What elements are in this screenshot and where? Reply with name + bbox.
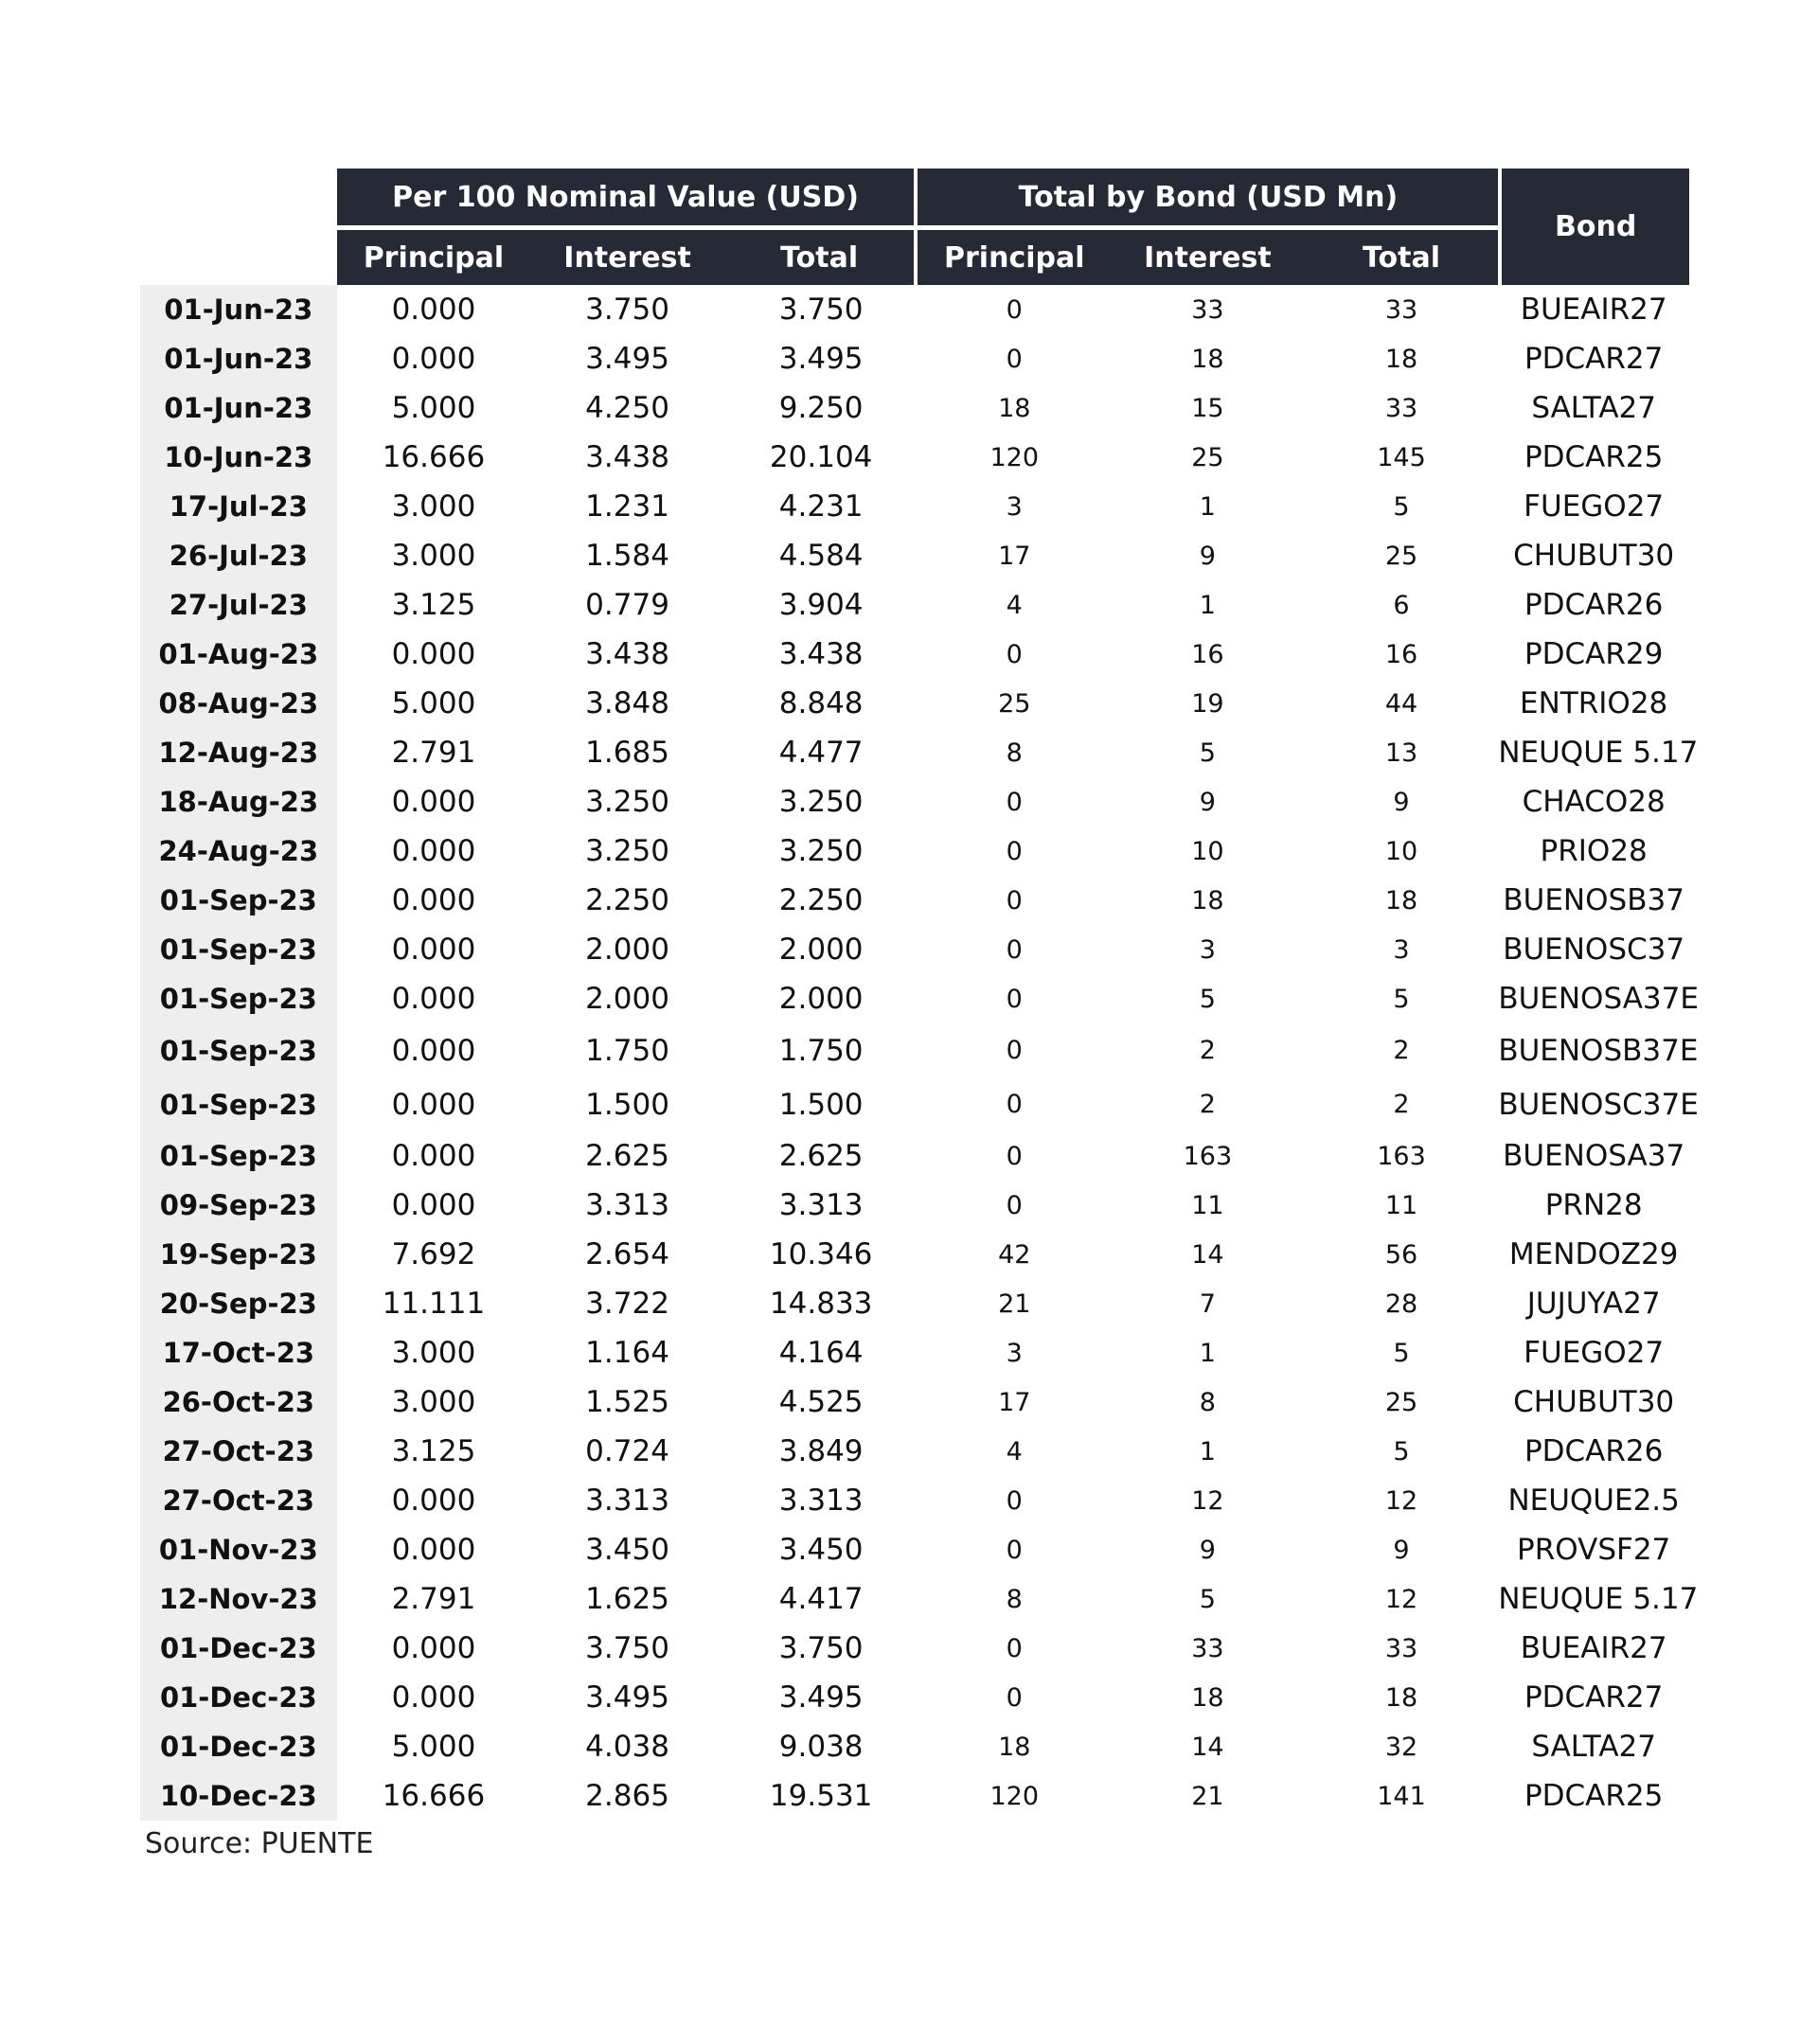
bond-name-cell: CHACO28 bbox=[1522, 785, 1666, 819]
per-100-interest-cell: 4.038 bbox=[585, 1730, 669, 1764]
per-100-interest-cell: 1.525 bbox=[585, 1385, 669, 1419]
bond-name-cell: SALTA27 bbox=[1531, 391, 1656, 425]
per-100-interest-cell: 1.584 bbox=[585, 539, 669, 573]
per-100-total-cell: 3.495 bbox=[778, 342, 864, 376]
per-100-total-cell: 9.250 bbox=[778, 391, 864, 425]
per-100-total-cell: 14.833 bbox=[769, 1287, 873, 1321]
date-cell: 24-Aug-23 bbox=[140, 826, 337, 876]
per-100-total-cell: 3.313 bbox=[778, 1188, 864, 1222]
bond-principal-cell: 21 bbox=[998, 1289, 1031, 1319]
bond-total-cell: 5 bbox=[1393, 984, 1410, 1014]
bond-total-cell: 25 bbox=[1384, 1387, 1418, 1417]
bond-name-cell: MENDOZ29 bbox=[1508, 1237, 1679, 1271]
table-row bbox=[140, 433, 1689, 482]
bond-total-cell: 18 bbox=[1384, 885, 1418, 915]
per-100-interest-cell: 3.848 bbox=[585, 686, 669, 720]
bond-principal-cell: 0 bbox=[1006, 934, 1023, 965]
per-100-interest-cell: 1.750 bbox=[585, 1033, 669, 1068]
bond-name-cell: PDCAR26 bbox=[1524, 1434, 1664, 1468]
bond-name-cell: CHUBUT30 bbox=[1513, 1385, 1675, 1419]
date-cell: 20-Sep-23 bbox=[140, 1279, 337, 1328]
bond-name-cell: BUENOSA37E bbox=[1498, 982, 1699, 1016]
per-100-principal-cell: 0.000 bbox=[391, 933, 476, 967]
per-100-interest-cell: 3.250 bbox=[585, 785, 669, 819]
group-header-row bbox=[140, 169, 1689, 230]
per-100-total-cell: 2.000 bbox=[778, 933, 864, 967]
date-cell: 01-Sep-23 bbox=[140, 974, 337, 1023]
date-cell: 19-Sep-23 bbox=[140, 1230, 337, 1279]
per-100-principal-cell: 0.000 bbox=[391, 1033, 476, 1068]
per-100-nominal-header: Per 100 Nominal Value (USD) bbox=[337, 169, 918, 230]
bond-interest-cell: 3 bbox=[1199, 934, 1216, 965]
per-100-principal-cell: 2.791 bbox=[391, 1582, 476, 1616]
bond-principal-cell: 18 bbox=[998, 1732, 1031, 1762]
bond-interest-cell: 18 bbox=[1191, 344, 1224, 374]
table-row bbox=[140, 925, 1689, 974]
per-100-interest-cell: 1.625 bbox=[585, 1582, 669, 1616]
table-row bbox=[140, 531, 1689, 580]
bond-interest-cell: 18 bbox=[1191, 885, 1224, 915]
date-cell: 01-Jun-23 bbox=[140, 334, 337, 383]
per-100-total-cell: 3.250 bbox=[778, 785, 864, 819]
date-cell: 27-Jul-23 bbox=[140, 580, 337, 630]
per-100-principal-cell: 0.000 bbox=[391, 1484, 476, 1518]
per-100-principal-cell: 2.791 bbox=[391, 736, 476, 770]
table-row bbox=[140, 1377, 1689, 1427]
per-100-principal-cell: 0.000 bbox=[391, 982, 476, 1016]
bond-interest-cell: 19 bbox=[1191, 688, 1224, 719]
per-100-interest-cell: 3.750 bbox=[585, 1631, 669, 1665]
bond-interest-cell: 8 bbox=[1199, 1387, 1216, 1417]
per-100-principal-cell: 16.666 bbox=[382, 1779, 486, 1813]
bond-interest-cell: 2 bbox=[1199, 1090, 1216, 1119]
bond-principal-cell: 0 bbox=[1006, 1633, 1023, 1663]
bond-interest-cell: 7 bbox=[1199, 1289, 1216, 1319]
date-header-blank bbox=[140, 169, 337, 230]
bond-interest-cell: 16 bbox=[1191, 639, 1224, 669]
bond-interest-header: Interest bbox=[1111, 230, 1305, 285]
per-100-total-cell: 20.104 bbox=[769, 440, 873, 474]
table-row bbox=[140, 728, 1689, 777]
bond-total-cell: 18 bbox=[1384, 1682, 1418, 1713]
per-100-interest-cell: 3.438 bbox=[585, 440, 669, 474]
table-row bbox=[140, 1476, 1689, 1525]
per-100-total-cell: 1.750 bbox=[778, 1033, 864, 1068]
table-row bbox=[140, 630, 1689, 679]
bond-interest-cell: 25 bbox=[1191, 442, 1224, 472]
bond-principal-cell: 17 bbox=[998, 1387, 1031, 1417]
date-cell: 17-Jul-23 bbox=[140, 482, 337, 531]
per-100-principal-cell: 11.111 bbox=[382, 1287, 486, 1321]
bond-name-cell: PDCAR25 bbox=[1524, 440, 1664, 474]
sub-header-row bbox=[140, 230, 1689, 285]
per-100-principal-cell: 3.125 bbox=[391, 1434, 476, 1468]
per-100-total-cell: 2.625 bbox=[778, 1139, 864, 1173]
per-100-interest-cell: 4.250 bbox=[585, 391, 669, 425]
bond-name-cell: SALTA27 bbox=[1531, 1730, 1656, 1764]
date-cell: 01-Aug-23 bbox=[140, 630, 337, 679]
per-100-principal-header: Principal bbox=[337, 230, 531, 285]
bond-interest-cell: 5 bbox=[1199, 1584, 1216, 1614]
date-cell: 01-Sep-23 bbox=[140, 876, 337, 925]
per-100-total-cell: 8.848 bbox=[778, 686, 864, 720]
bond-total-cell: 33 bbox=[1384, 1633, 1418, 1663]
bond-name-cell: FUEGO27 bbox=[1524, 489, 1665, 524]
bond-interest-cell: 1 bbox=[1199, 590, 1216, 620]
table-row bbox=[140, 1181, 1689, 1230]
bond-interest-cell: 21 bbox=[1191, 1781, 1224, 1811]
date-cell: 18-Aug-23 bbox=[140, 777, 337, 826]
bond-name-cell: BUENOSC37E bbox=[1498, 1087, 1699, 1122]
per-100-principal-cell: 3.125 bbox=[391, 588, 476, 622]
per-100-interest-cell: 2.865 bbox=[585, 1779, 669, 1813]
bond-total-cell: 28 bbox=[1384, 1289, 1418, 1319]
per-100-total-cell: 3.750 bbox=[778, 1631, 864, 1665]
bond-principal-cell: 0 bbox=[1006, 294, 1023, 325]
bond-principal-cell: 25 bbox=[998, 688, 1031, 719]
bond-name-cell: PROVSF27 bbox=[1517, 1533, 1671, 1567]
bond-principal-cell: 4 bbox=[1006, 590, 1023, 620]
per-100-interest-cell: 2.654 bbox=[585, 1237, 669, 1271]
date-cell: 26-Jul-23 bbox=[140, 531, 337, 580]
bond-total-cell: 5 bbox=[1393, 491, 1410, 522]
date-cell: 01-Sep-23 bbox=[140, 1131, 337, 1181]
date-cell: 01-Jun-23 bbox=[140, 285, 337, 334]
bond-principal-cell: 8 bbox=[1006, 738, 1023, 768]
per-100-total-cell: 1.500 bbox=[778, 1087, 864, 1122]
per-100-principal-cell: 16.666 bbox=[382, 440, 486, 474]
date-cell: 01-Dec-23 bbox=[140, 1722, 337, 1771]
bond-principal-cell: 0 bbox=[1006, 787, 1023, 817]
per-100-total-cell: 3.750 bbox=[778, 293, 864, 327]
bond-name-cell: BUEAIR27 bbox=[1520, 293, 1667, 327]
bond-name-cell: FUEGO27 bbox=[1524, 1336, 1665, 1370]
per-100-interest-cell: 3.450 bbox=[585, 1533, 669, 1567]
bond-total-cell: 9 bbox=[1393, 787, 1410, 817]
bond-total-cell: 32 bbox=[1384, 1732, 1418, 1762]
table-row bbox=[140, 580, 1689, 630]
per-100-interest-cell: 3.250 bbox=[585, 834, 669, 868]
per-100-principal-cell: 0.000 bbox=[391, 834, 476, 868]
date-cell: 01-Nov-23 bbox=[140, 1525, 337, 1574]
per-100-interest-cell: 3.313 bbox=[585, 1484, 669, 1518]
date-cell: 01-Dec-23 bbox=[140, 1624, 337, 1673]
per-100-total-cell: 3.495 bbox=[778, 1680, 864, 1715]
per-100-principal-cell: 0.000 bbox=[391, 883, 476, 917]
table-row bbox=[140, 1427, 1689, 1476]
date-cell: 08-Aug-23 bbox=[140, 679, 337, 728]
bond-total-cell: 12 bbox=[1384, 1584, 1418, 1614]
date-cell: 27-Oct-23 bbox=[140, 1427, 337, 1476]
table-row bbox=[140, 974, 1689, 1023]
bond-name-cell: PDCAR29 bbox=[1524, 637, 1664, 671]
date-cell: 10-Jun-23 bbox=[140, 433, 337, 482]
per-100-total-cell: 2.000 bbox=[778, 982, 864, 1016]
table-row bbox=[140, 1328, 1689, 1377]
bond-name-cell: ENTRIO28 bbox=[1520, 686, 1668, 720]
date-cell: 01-Dec-23 bbox=[140, 1673, 337, 1722]
table-row bbox=[140, 1279, 1689, 1328]
bond-total-cell: 5 bbox=[1393, 1436, 1410, 1466]
per-100-interest-cell: 3.722 bbox=[585, 1287, 669, 1321]
bond-total-cell: 145 bbox=[1377, 442, 1426, 472]
bond-name-cell: PRN28 bbox=[1544, 1188, 1643, 1222]
per-100-principal-cell: 3.000 bbox=[391, 489, 476, 524]
date-cell: 01-Sep-23 bbox=[140, 1077, 337, 1131]
table-row bbox=[140, 334, 1689, 383]
bond-interest-cell: 1 bbox=[1199, 491, 1216, 522]
bond-payment-schedule bbox=[140, 169, 1699, 1821]
per-100-total-cell: 3.438 bbox=[778, 637, 864, 671]
date-cell: 12-Nov-23 bbox=[140, 1574, 337, 1624]
bond-interest-cell: 1 bbox=[1199, 1338, 1216, 1368]
bond-total-cell: 16 bbox=[1384, 639, 1418, 669]
bond-total-cell: 2 bbox=[1393, 1036, 1410, 1065]
bond-total-cell: 163 bbox=[1377, 1141, 1426, 1171]
per-100-interest-cell: 3.495 bbox=[585, 342, 669, 376]
per-100-interest-cell: 3.750 bbox=[585, 293, 669, 327]
table-row bbox=[140, 1077, 1689, 1131]
source-note: Source: PUENTE bbox=[145, 1827, 374, 1860]
date-cell: 26-Oct-23 bbox=[140, 1377, 337, 1427]
bond-name-cell: BUENOSC37 bbox=[1503, 933, 1685, 967]
bond-total-cell: 25 bbox=[1384, 541, 1418, 571]
bond-principal-cell: 0 bbox=[1006, 836, 1023, 866]
bond-name-cell: PRIO28 bbox=[1540, 834, 1648, 868]
bond-total-cell: 5 bbox=[1393, 1338, 1410, 1368]
per-100-total-cell: 3.849 bbox=[778, 1434, 864, 1468]
per-100-principal-cell: 0.000 bbox=[391, 1680, 476, 1715]
per-100-principal-cell: 3.000 bbox=[391, 1385, 476, 1419]
bond-principal-cell: 8 bbox=[1006, 1584, 1023, 1614]
per-100-interest-cell: 1.500 bbox=[585, 1087, 669, 1122]
bond-total-cell: 141 bbox=[1377, 1781, 1426, 1811]
bond-total-cell: 6 bbox=[1393, 590, 1410, 620]
per-100-total-header: Total bbox=[724, 230, 918, 285]
bond-principal-cell: 0 bbox=[1006, 984, 1023, 1014]
date-cell: 17-Oct-23 bbox=[140, 1328, 337, 1377]
bond-name-cell: PDCAR27 bbox=[1524, 1680, 1664, 1715]
bond-principal-cell: 3 bbox=[1006, 491, 1023, 522]
per-100-total-cell: 4.417 bbox=[778, 1582, 864, 1616]
bond-principal-cell: 0 bbox=[1006, 1141, 1023, 1171]
table-row bbox=[140, 1673, 1689, 1722]
per-100-interest-cell: 0.779 bbox=[585, 588, 669, 622]
payment-schedule-table bbox=[140, 169, 1699, 1821]
per-100-total-cell: 3.250 bbox=[778, 834, 864, 868]
bond-name-cell: PDCAR25 bbox=[1524, 1779, 1664, 1813]
per-100-principal-cell: 0.000 bbox=[391, 1087, 476, 1122]
per-100-total-cell: 9.038 bbox=[778, 1730, 864, 1764]
bond-principal-cell: 120 bbox=[989, 442, 1040, 472]
table-row bbox=[140, 679, 1689, 728]
table-row bbox=[140, 876, 1689, 925]
per-100-principal-cell: 0.000 bbox=[391, 785, 476, 819]
bond-interest-cell: 163 bbox=[1183, 1141, 1233, 1171]
bond-principal-cell: 120 bbox=[989, 1781, 1040, 1811]
bond-name-cell: NEUQUE 5.17 bbox=[1498, 736, 1699, 770]
bond-total-cell: 10 bbox=[1384, 836, 1418, 866]
per-100-principal-cell: 0.000 bbox=[391, 637, 476, 671]
bond-principal-cell: 0 bbox=[1006, 1036, 1023, 1065]
bond-interest-cell: 33 bbox=[1191, 294, 1224, 325]
bond-interest-cell: 5 bbox=[1199, 738, 1216, 768]
bond-principal-cell: 42 bbox=[998, 1239, 1031, 1270]
per-100-total-cell: 19.531 bbox=[769, 1779, 873, 1813]
bond-principal-header: Principal bbox=[918, 230, 1111, 285]
per-100-principal-cell: 3.000 bbox=[391, 1336, 476, 1370]
table-row bbox=[140, 1131, 1689, 1181]
bond-interest-cell: 18 bbox=[1191, 1682, 1224, 1713]
bond-interest-cell: 9 bbox=[1199, 1535, 1216, 1565]
bond-interest-cell: 11 bbox=[1191, 1190, 1224, 1220]
table-row bbox=[140, 1624, 1689, 1673]
bond-interest-cell: 1 bbox=[1199, 1436, 1216, 1466]
bond-name-cell: PDCAR27 bbox=[1524, 342, 1664, 376]
bond-name-cell: BUENOSA37 bbox=[1503, 1139, 1685, 1173]
bond-name-cell: PDCAR26 bbox=[1524, 588, 1664, 622]
date-cell: 01-Jun-23 bbox=[140, 383, 337, 433]
bond-header: Bond bbox=[1498, 169, 1689, 285]
per-100-total-cell: 3.313 bbox=[778, 1484, 864, 1518]
bond-principal-cell: 0 bbox=[1006, 1535, 1023, 1565]
table-row bbox=[140, 482, 1689, 531]
date-subheader-blank bbox=[140, 230, 337, 285]
bond-total-cell: 12 bbox=[1384, 1485, 1418, 1516]
date-cell: 10-Dec-23 bbox=[140, 1771, 337, 1821]
bond-name-cell: BUENOSB37 bbox=[1503, 883, 1684, 917]
table-row bbox=[140, 285, 1689, 334]
per-100-total-cell: 4.584 bbox=[778, 539, 864, 573]
per-100-interest-cell: 2.625 bbox=[585, 1139, 669, 1173]
table-row bbox=[140, 1771, 1689, 1821]
bond-total-cell: 18 bbox=[1384, 344, 1418, 374]
table-row bbox=[140, 777, 1689, 826]
per-100-principal-cell: 0.000 bbox=[391, 342, 476, 376]
bond-interest-cell: 2 bbox=[1199, 1036, 1216, 1065]
table-body bbox=[140, 285, 1699, 1821]
per-100-interest-cell: 0.724 bbox=[585, 1434, 669, 1468]
per-100-total-cell: 4.525 bbox=[778, 1385, 864, 1419]
bond-principal-cell: 0 bbox=[1006, 639, 1023, 669]
table-row bbox=[140, 826, 1689, 876]
bond-total-cell: 33 bbox=[1384, 294, 1418, 325]
bond-interest-cell: 14 bbox=[1191, 1732, 1224, 1762]
date-cell: 27-Oct-23 bbox=[140, 1476, 337, 1525]
bond-total-cell: 56 bbox=[1384, 1239, 1418, 1270]
per-100-principal-cell: 0.000 bbox=[391, 1139, 476, 1173]
table-row bbox=[140, 1574, 1689, 1624]
bond-interest-cell: 5 bbox=[1199, 984, 1216, 1014]
bond-principal-cell: 0 bbox=[1006, 1090, 1023, 1119]
per-100-interest-cell: 3.495 bbox=[585, 1680, 669, 1715]
per-100-interest-cell: 1.231 bbox=[585, 489, 669, 524]
per-100-interest-cell: 3.438 bbox=[585, 637, 669, 671]
bond-name-cell: NEUQUE2.5 bbox=[1507, 1484, 1680, 1518]
per-100-interest-cell: 1.164 bbox=[585, 1336, 669, 1370]
bond-principal-cell: 4 bbox=[1006, 1436, 1023, 1466]
per-100-interest-cell: 2.000 bbox=[585, 982, 669, 1016]
per-100-principal-cell: 5.000 bbox=[391, 391, 476, 425]
bond-name-cell: JUJUYA27 bbox=[1526, 1287, 1661, 1321]
table-row bbox=[140, 1722, 1689, 1771]
bond-principal-cell: 0 bbox=[1006, 1485, 1023, 1516]
bond-total-cell: 9 bbox=[1393, 1535, 1410, 1565]
bond-interest-cell: 9 bbox=[1199, 541, 1216, 571]
date-cell: 12-Aug-23 bbox=[140, 728, 337, 777]
bond-interest-cell: 12 bbox=[1191, 1485, 1224, 1516]
date-cell: 01-Sep-23 bbox=[140, 925, 337, 974]
per-100-principal-cell: 5.000 bbox=[391, 686, 476, 720]
bond-name-cell: CHUBUT30 bbox=[1513, 539, 1675, 573]
bond-interest-cell: 10 bbox=[1191, 836, 1224, 866]
per-100-principal-cell: 7.692 bbox=[391, 1237, 476, 1271]
per-100-principal-cell: 0.000 bbox=[391, 1188, 476, 1222]
table-row bbox=[140, 1230, 1689, 1279]
per-100-principal-cell: 5.000 bbox=[391, 1730, 476, 1764]
table-row bbox=[140, 1023, 1689, 1077]
table-row bbox=[140, 383, 1689, 433]
total-by-bond-header: Total by Bond (USD Mn) bbox=[918, 169, 1498, 230]
per-100-total-cell: 3.450 bbox=[778, 1533, 864, 1567]
bond-total-cell: 44 bbox=[1384, 688, 1418, 719]
bond-principal-cell: 0 bbox=[1006, 1190, 1023, 1220]
per-100-interest-header: Interest bbox=[530, 230, 724, 285]
bond-principal-cell: 0 bbox=[1006, 344, 1023, 374]
bond-interest-cell: 33 bbox=[1191, 1633, 1224, 1663]
bond-total-header: Total bbox=[1305, 230, 1499, 285]
date-cell: 01-Sep-23 bbox=[140, 1023, 337, 1077]
bond-name-cell: BUENOSB37E bbox=[1498, 1033, 1699, 1068]
per-100-principal-cell: 0.000 bbox=[391, 1533, 476, 1567]
per-100-interest-cell: 2.000 bbox=[585, 933, 669, 967]
per-100-total-cell: 2.250 bbox=[778, 883, 864, 917]
bond-principal-cell: 3 bbox=[1006, 1338, 1023, 1368]
bond-name-cell: NEUQUE 5.17 bbox=[1498, 1582, 1699, 1616]
date-cell: 09-Sep-23 bbox=[140, 1181, 337, 1230]
per-100-principal-cell: 0.000 bbox=[391, 1631, 476, 1665]
per-100-total-cell: 4.164 bbox=[778, 1336, 864, 1370]
per-100-principal-cell: 0.000 bbox=[391, 293, 476, 327]
per-100-total-cell: 10.346 bbox=[769, 1237, 873, 1271]
bond-total-cell: 3 bbox=[1393, 934, 1410, 965]
bond-total-cell: 11 bbox=[1384, 1190, 1418, 1220]
per-100-interest-cell: 1.685 bbox=[585, 736, 669, 770]
per-100-total-cell: 3.904 bbox=[778, 588, 864, 622]
per-100-total-cell: 4.477 bbox=[778, 736, 864, 770]
bond-name-cell: BUEAIR27 bbox=[1520, 1631, 1667, 1665]
per-100-principal-cell: 3.000 bbox=[391, 539, 476, 573]
bond-principal-cell: 17 bbox=[998, 541, 1031, 571]
bond-principal-cell: 0 bbox=[1006, 885, 1023, 915]
bond-interest-cell: 9 bbox=[1199, 787, 1216, 817]
bond-total-cell: 2 bbox=[1393, 1090, 1410, 1119]
bond-total-cell: 33 bbox=[1384, 393, 1418, 423]
bond-interest-cell: 15 bbox=[1191, 393, 1224, 423]
bond-principal-cell: 18 bbox=[998, 393, 1031, 423]
bond-interest-cell: 14 bbox=[1191, 1239, 1224, 1270]
per-100-total-cell: 4.231 bbox=[778, 489, 864, 524]
table-row bbox=[140, 1525, 1689, 1574]
per-100-interest-cell: 3.313 bbox=[585, 1188, 669, 1222]
per-100-interest-cell: 2.250 bbox=[585, 883, 669, 917]
bond-total-cell: 13 bbox=[1384, 738, 1418, 768]
bond-principal-cell: 0 bbox=[1006, 1682, 1023, 1713]
